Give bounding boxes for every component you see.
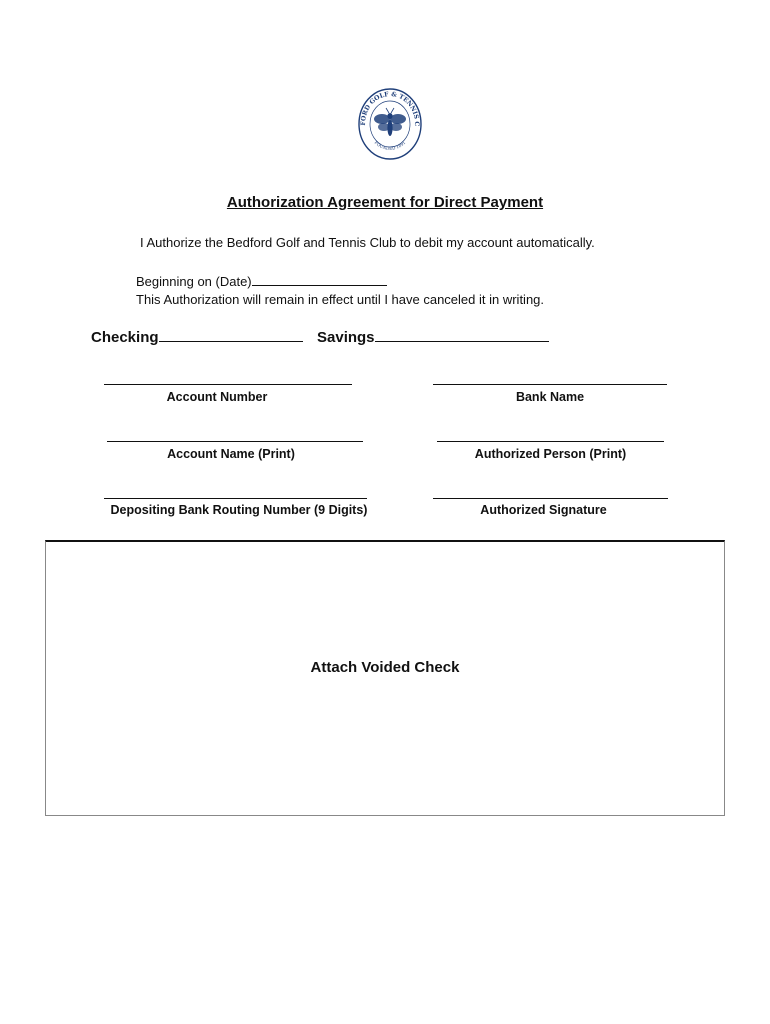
effect-text: This Authorization will remain in effect until I have canceled it in writing. [136,292,545,307]
bank-name-field[interactable] [433,384,667,385]
form-title: Authorization Agreement for Direct Payment [226,194,544,211]
authorize-text: I Authorize the Bedford Golf and Tennis Club to debit my account automatically. [140,235,595,250]
savings-row [317,329,549,346]
savings-label: Savings [317,329,375,346]
checking-row [91,329,303,346]
voided-check-area[interactable] [45,540,725,816]
routing-number-label: Depositing Bank Routing Number (9 Digits) [110,503,368,517]
voided-check-label: Attach Voided Check [310,659,460,676]
authorized-person-label: Authorized Person (Print) [474,447,627,461]
savings-field[interactable] [375,329,549,342]
account-number-field[interactable] [104,384,352,385]
beginning-date-label: Beginning on (Date) [136,274,252,289]
authorized-signature-field[interactable] [433,498,668,499]
authorized-person-field[interactable] [437,441,664,442]
beginning-date-row [136,273,387,289]
club-seal-icon [357,86,423,162]
authorized-signature-label: Authorized Signature [480,503,607,517]
svg-text:FOUNDED 1891 [374,140,407,151]
account-number-label: Account Number [166,390,268,404]
beginning-date-field[interactable] [252,273,387,286]
club-logo [357,86,423,162]
account-name-label: Account Name (Print) [167,447,295,461]
routing-number-field[interactable] [104,498,367,499]
checking-field[interactable] [159,329,303,342]
bank-name-label: Bank Name [515,390,585,404]
logo-text-bottom: FOUNDED 1891 [373,139,407,151]
logo-text-top: FORD GOLF & TENNIS C [359,90,421,127]
account-name-field[interactable] [107,441,363,442]
insect-icon [374,108,406,136]
checking-label: Checking [91,329,159,346]
